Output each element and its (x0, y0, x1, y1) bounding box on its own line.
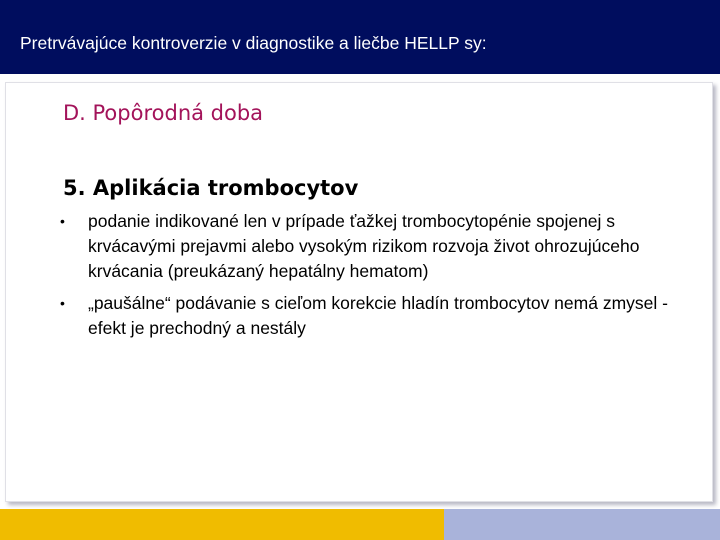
section-heading: D. Popôrodná doba (63, 101, 264, 125)
bullet-item (60, 291, 700, 341)
slide-title: Pretrvávajúce kontroverzie v diagnostike a liečbe HELLP sy: (20, 33, 487, 53)
bullet-item (60, 209, 700, 284)
bullet-icon: • (60, 213, 65, 229)
bullet-text: podanie indikované len v prípade ťažkej trombocytopénie spojenej s krvácavými prejavmi alebo vysokým rizikom rozvoja život ohrozujúceho krvácania (preukázaný hepatálny hematom) (88, 211, 640, 281)
footer-bar-right (444, 509, 720, 540)
bullet-icon: • (60, 295, 65, 311)
title-bar (0, 0, 720, 74)
subheading: 5. Aplikácia trombocytov (63, 176, 359, 200)
bullet-text: „paušálne“ podávanie s cieľom korekcie hladín trombocytov nemá zmysel - efekt je prechodný a nestály (88, 293, 668, 338)
footer-bar-left (0, 509, 444, 540)
